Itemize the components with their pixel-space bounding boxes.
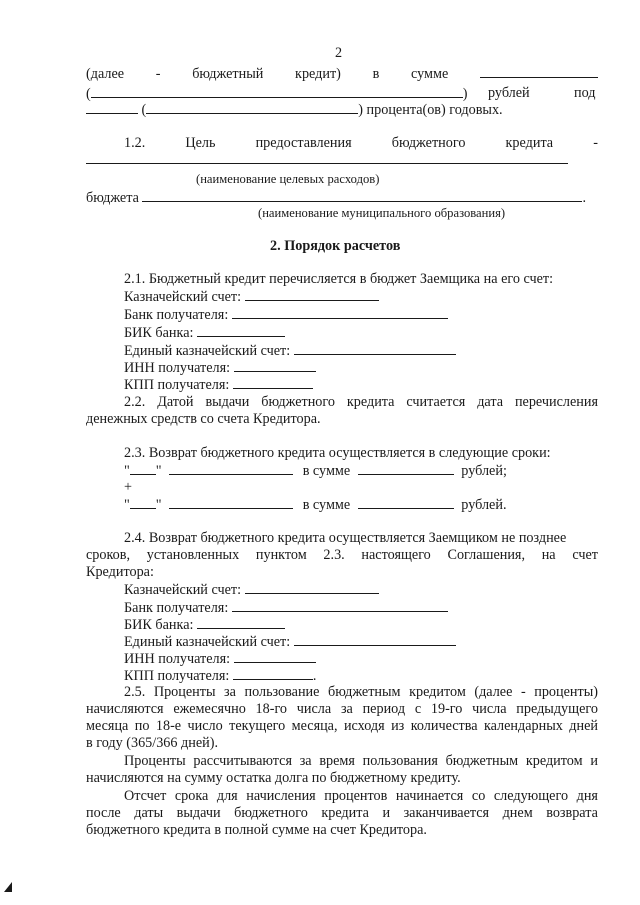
amount-words-blank: [91, 84, 463, 98]
para-2-5-line-4: в году (365/366 дней).: [86, 735, 219, 751]
para-2-2-line-2: денежных средств со счета Кредитора.: [86, 411, 321, 427]
day-blank: [130, 495, 156, 509]
word: заканчивается: [403, 805, 490, 821]
paren-open: (: [141, 102, 147, 118]
para-2-4-line-2: [86, 546, 598, 564]
word: исходя: [343, 718, 385, 734]
head-line-1: [86, 64, 598, 83]
word: бюджетным: [328, 684, 401, 700]
close-paren: ): [462, 86, 468, 102]
word: выдачи: [176, 805, 221, 821]
field-blank: [294, 632, 456, 646]
repayment-row-2: [124, 495, 507, 514]
para-2-1: 2.1. Бюджетный кредит перечисляется в бюджет Заемщика на его счет:: [124, 271, 554, 287]
word: дней: [569, 718, 598, 734]
field-blank: [245, 580, 379, 594]
word: выдачи: [205, 394, 250, 410]
budget-label: бюджета: [86, 190, 139, 206]
field-label: КПП получателя:: [124, 668, 230, 684]
field-blank: [294, 341, 456, 355]
word: -: [520, 684, 526, 700]
purpose-word: кредита: [505, 135, 554, 151]
word: бюджетного: [234, 805, 308, 821]
field-label: ИНН получателя:: [124, 651, 231, 667]
word: 2.5.: [124, 684, 146, 700]
sum-blank: [358, 461, 454, 475]
word: для: [216, 788, 238, 804]
word: начинается: [395, 788, 464, 804]
rate-words-blank: [146, 100, 358, 114]
word: счет: [572, 547, 598, 563]
rubles-label: рублей: [488, 85, 530, 101]
para-interest-line-1: [124, 752, 598, 770]
word: время: [319, 753, 355, 769]
kpp-dot: .: [312, 668, 317, 684]
word: и: [590, 753, 598, 769]
month-blank: [169, 495, 293, 509]
field-blank: [232, 598, 448, 612]
head-word: в: [372, 66, 380, 82]
in-sum-label: в сумме: [302, 497, 351, 513]
scan-corner-mark: [4, 882, 12, 892]
quote: ": [155, 497, 162, 513]
purpose-word: Цель: [185, 135, 216, 151]
word: месяца: [86, 718, 129, 734]
word: за: [340, 701, 353, 717]
word: Отсчет: [124, 788, 167, 804]
word: пользования: [362, 753, 438, 769]
section-title: 2. Порядок расчетов: [270, 238, 401, 254]
word: проценты): [534, 684, 598, 700]
para-countdown-line-2: [86, 804, 598, 822]
purpose-word: бюджетного: [391, 135, 466, 151]
quote: ": [124, 463, 130, 479]
para-2-5-line-2: [86, 700, 598, 718]
field-label: Банк получателя:: [124, 307, 229, 323]
para-2-3: 2.3. Возврат бюджетного кредита осуществляется в следующие сроки:: [124, 445, 551, 461]
field-label: Казначейский счет:: [124, 582, 242, 598]
word: календарных: [483, 718, 563, 734]
word: Датой: [157, 394, 194, 410]
word: Проценты: [124, 753, 186, 769]
word: числа: [296, 701, 332, 717]
field-recipient-bank: [124, 305, 448, 324]
word: кредитом: [525, 753, 583, 769]
word: число: [187, 718, 223, 734]
para-2-4-line-3: Кредитора:: [86, 564, 154, 580]
field-label: Банк получателя:: [124, 600, 229, 616]
word: процентов: [324, 788, 388, 804]
word: бюджетного: [261, 394, 335, 410]
word: возврата: [546, 805, 598, 821]
word: количества: [410, 718, 478, 734]
rate-tail: ) процента(ов) годовых.: [358, 102, 503, 118]
amount-blank: [480, 64, 598, 78]
repayment-row-1: [124, 461, 507, 480]
word: 2.3.: [323, 547, 345, 563]
word: кредита: [321, 805, 369, 821]
rubles-label: рублей;: [461, 463, 507, 479]
open-paren: (: [86, 86, 91, 102]
purpose-blank: [86, 150, 568, 164]
word: даты: [134, 805, 164, 821]
word: днем: [502, 805, 533, 821]
word: ежемесячно: [173, 701, 246, 717]
in-sum-label: в сумме: [302, 463, 351, 479]
field-label: Единый казначейский счет:: [124, 634, 291, 650]
word: кредитом: [409, 684, 466, 700]
word: предыдущего: [516, 701, 598, 717]
page-number: 2: [335, 45, 343, 61]
head-word: (далее: [86, 66, 125, 82]
field-label: БИК банка:: [124, 325, 194, 341]
field-label: КПП получателя:: [124, 377, 230, 393]
field-blank: [197, 615, 285, 629]
field-treasury-account: [124, 580, 379, 599]
word: начисляются: [86, 701, 164, 717]
word: и: [382, 805, 391, 821]
word: с: [414, 701, 422, 717]
word: по: [134, 718, 150, 734]
field-blank: [234, 358, 316, 372]
field-label: БИК банка:: [124, 617, 194, 633]
word: Соглашения,: [447, 547, 525, 563]
word: Проценты: [153, 684, 216, 700]
word: 18-го: [255, 701, 288, 717]
word: начисления: [246, 788, 316, 804]
word: считается: [406, 394, 466, 410]
para-2-5-line-3: [86, 717, 598, 735]
caption-municipality: (наименование муниципального образования): [258, 206, 506, 220]
word: период: [362, 701, 406, 717]
para-2-4-line-1: 2.4. Возврат бюджетного кредита осуществляется Заемщиком не позднее: [124, 530, 567, 546]
word: рассчитываются: [193, 753, 292, 769]
field-blank: [197, 323, 285, 337]
purpose-blank-line: [86, 150, 568, 169]
field-bank-bik: [124, 323, 285, 342]
rate-blank: [86, 100, 138, 114]
under-label: под: [574, 85, 596, 101]
head-word: сумме: [411, 66, 449, 82]
field-treasury-account: [124, 287, 379, 306]
word: после: [86, 805, 121, 821]
word: 2.2.: [124, 394, 146, 410]
field-label: Казначейский счет:: [124, 289, 242, 305]
word: месяца,: [291, 718, 338, 734]
word: 19-го: [430, 701, 463, 717]
field-blank: [234, 649, 316, 663]
para-countdown-line-3: бюджетного кредита в полной сумме на счет Кредитора.: [86, 822, 427, 838]
word: из: [391, 718, 405, 734]
head-word: бюджетный: [192, 66, 264, 82]
word: на: [541, 547, 556, 563]
plus-sign: +: [124, 479, 133, 495]
sum-blank: [358, 495, 454, 509]
para-2-2-line-1: [124, 393, 598, 411]
para-interest-line-2: начисляются на сумму остатка долга по бюджетному кредиту.: [86, 770, 461, 786]
field-blank: [233, 666, 313, 680]
word: срока: [174, 788, 209, 804]
head-word: -: [155, 66, 161, 82]
word: дня: [576, 788, 598, 804]
word: пунктом: [255, 547, 307, 563]
para-2-5-line-1: [124, 683, 598, 701]
word: числа: [472, 701, 507, 717]
word: перечисления: [514, 394, 598, 410]
field-blank: [232, 305, 448, 319]
word: бюджетным: [445, 753, 519, 769]
word: установленных: [146, 547, 240, 563]
quote: ": [124, 497, 130, 513]
word: за: [224, 684, 236, 700]
caption-target-expenses: (наименование целевых расходов): [196, 172, 380, 186]
word: (далее: [474, 684, 513, 700]
word: настоящего: [361, 547, 431, 563]
field-label: ИНН получателя:: [124, 360, 231, 376]
word: пользование: [244, 684, 320, 700]
field-recipient-kpp: [124, 375, 313, 394]
head-word: кредит): [295, 66, 341, 82]
month-blank: [169, 461, 293, 475]
purpose-word: 1.2.: [124, 135, 146, 151]
para-countdown-line-1: [124, 787, 598, 805]
word: текущего: [229, 718, 286, 734]
word: кредита: [346, 394, 395, 410]
field-blank: [233, 375, 313, 389]
day-blank: [130, 461, 156, 475]
field-blank: [245, 287, 379, 301]
word: со: [471, 788, 486, 804]
quote: ": [155, 463, 162, 479]
word: следующего: [493, 788, 569, 804]
budget-blank: [142, 188, 582, 202]
rubles-label: рублей.: [461, 497, 507, 513]
word: дата: [477, 394, 504, 410]
word: сроков,: [86, 547, 130, 563]
head-line-3: [86, 100, 503, 119]
word: за: [299, 753, 312, 769]
word: 18-е: [155, 718, 182, 734]
purpose-word: -: [593, 135, 598, 151]
field-label: Единый казначейский счет:: [124, 343, 291, 359]
purpose-word: предоставления: [255, 135, 352, 151]
budget-dot: .: [582, 190, 586, 206]
